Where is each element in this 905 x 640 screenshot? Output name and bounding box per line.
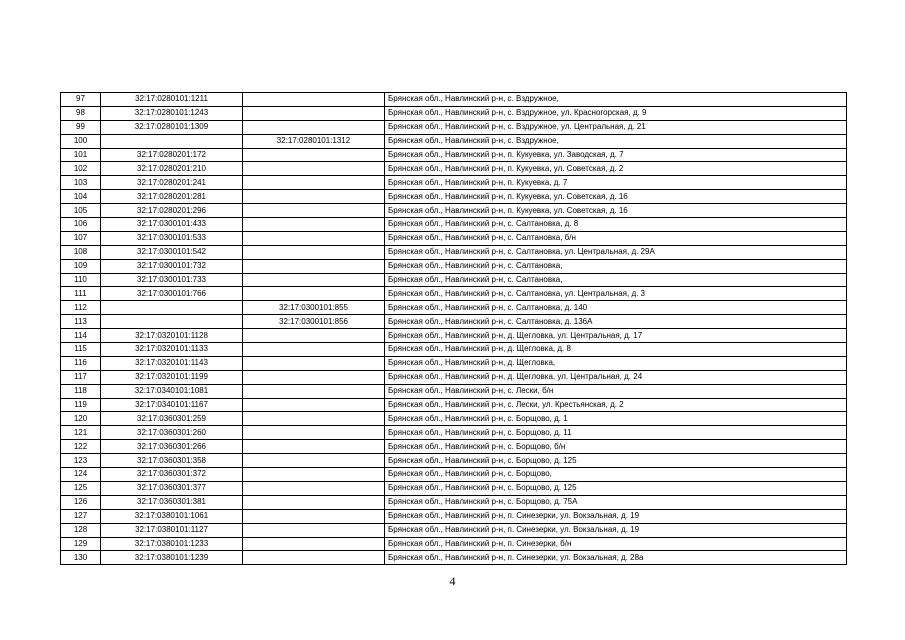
cadastral-number-cell: 32:17:0320101:1143 — [101, 356, 243, 370]
table-row — [61, 523, 847, 537]
table-row — [61, 259, 847, 273]
cadastral-number-alt-cell — [243, 329, 385, 343]
property-table-body — [61, 93, 847, 565]
cadastral-number-alt-cell — [243, 190, 385, 204]
address-cell: Брянская обл., Навлинский р-н, с. Лески, ул. Крестьянская, д. 2 — [385, 398, 847, 412]
cadastral-number-cell: 32:17:0300101:733 — [101, 273, 243, 287]
row-number-cell: 100 — [61, 134, 101, 148]
address-cell: Брянская обл., Навлинский р-н, с. Борщово, — [385, 468, 847, 482]
table-row — [61, 162, 847, 176]
row-number-cell: 99 — [61, 120, 101, 134]
cadastral-number-cell: 32:17:0360301:259 — [101, 412, 243, 426]
row-number-cell: 113 — [61, 315, 101, 329]
cadastral-number-cell: 32:17:0280201:296 — [101, 204, 243, 218]
cadastral-number-alt-cell — [243, 343, 385, 357]
table-row — [61, 537, 847, 551]
cadastral-number-cell: 32:17:0360301:372 — [101, 468, 243, 482]
row-number-cell: 124 — [61, 468, 101, 482]
address-cell: Брянская обл., Навлинский р-н, п. Синезерки, ул. Вокзальная, д. 19 — [385, 523, 847, 537]
address-cell: Брянская обл., Навлинский р-н, с. Вздружное, — [385, 134, 847, 148]
row-number-cell: 122 — [61, 440, 101, 454]
cadastral-number-cell — [101, 315, 243, 329]
address-cell: Брянская обл., Навлинский р-н, с. Салтановка, ул. Центральная, д. 29А — [385, 245, 847, 259]
table-row — [61, 273, 847, 287]
address-cell: Брянская обл., Навлинский р-н, с. Борщово, д. 75А — [385, 495, 847, 509]
row-number-cell: 125 — [61, 481, 101, 495]
table-row — [61, 495, 847, 509]
address-cell: Брянская обл., Навлинский р-н, д. Щегловка, д. 8 — [385, 343, 847, 357]
cadastral-number-alt-cell — [243, 218, 385, 232]
cadastral-number-cell: 32:17:0300101:766 — [101, 287, 243, 301]
cadastral-number-cell: 32:17:0280101:1211 — [101, 93, 243, 107]
table-row — [61, 454, 847, 468]
table-row — [61, 148, 847, 162]
row-number-cell: 120 — [61, 412, 101, 426]
cadastral-number-alt-cell: 32:17:0300101:856 — [243, 315, 385, 329]
cadastral-number-alt-cell — [243, 384, 385, 398]
cadastral-number-alt-cell — [243, 93, 385, 107]
table-row — [61, 356, 847, 370]
cadastral-number-alt-cell — [243, 468, 385, 482]
cadastral-number-alt-cell — [243, 551, 385, 565]
table-row — [61, 384, 847, 398]
cadastral-number-alt-cell — [243, 495, 385, 509]
table-row — [61, 551, 847, 565]
table-row — [61, 343, 847, 357]
table-row — [61, 481, 847, 495]
table-row — [61, 190, 847, 204]
address-cell: Брянская обл., Навлинский р-н, с. Борщово, д. 11 — [385, 426, 847, 440]
cadastral-number-cell: 32:17:0360301:260 — [101, 426, 243, 440]
address-cell: Брянская обл., Навлинский р-н, с. Вздружное, ул. Центральная, д. 21 — [385, 120, 847, 134]
row-number-cell: 104 — [61, 190, 101, 204]
cadastral-number-alt-cell — [243, 148, 385, 162]
row-number-cell: 117 — [61, 370, 101, 384]
table-row — [61, 106, 847, 120]
cadastral-number-cell: 32:17:0320101:1199 — [101, 370, 243, 384]
address-cell: Брянская обл., Навлинский р-н, с. Лески, б/н — [385, 384, 847, 398]
table-row — [61, 176, 847, 190]
cadastral-number-cell: 32:17:0300101:542 — [101, 245, 243, 259]
cadastral-number-alt-cell — [243, 509, 385, 523]
cadastral-number-alt-cell — [243, 412, 385, 426]
row-number-cell: 118 — [61, 384, 101, 398]
cadastral-number-cell: 32:17:0340101:1081 — [101, 384, 243, 398]
row-number-cell: 129 — [61, 537, 101, 551]
table-row — [61, 245, 847, 259]
row-number-cell: 109 — [61, 259, 101, 273]
table-row — [61, 468, 847, 482]
cadastral-number-cell — [101, 301, 243, 315]
table-row — [61, 329, 847, 343]
cadastral-number-cell: 32:17:0300101:533 — [101, 231, 243, 245]
row-number-cell: 105 — [61, 204, 101, 218]
cadastral-number-alt-cell — [243, 106, 385, 120]
cadastral-number-alt-cell — [243, 537, 385, 551]
row-number-cell: 107 — [61, 231, 101, 245]
address-cell: Брянская обл., Навлинский р-н, п. Кукуевка, ул. Советская, д. 2 — [385, 162, 847, 176]
row-number-cell: 102 — [61, 162, 101, 176]
cadastral-number-cell: 32:17:0280201:172 — [101, 148, 243, 162]
row-number-cell: 121 — [61, 426, 101, 440]
cadastral-number-cell: 32:17:0300101:732 — [101, 259, 243, 273]
cadastral-number-cell: 32:17:0380101:1239 — [101, 551, 243, 565]
cadastral-number-cell: 32:17:0280101:1243 — [101, 106, 243, 120]
address-cell: Брянская обл., Навлинский р-н, с. Борщово, д. 1 — [385, 412, 847, 426]
row-number-cell: 108 — [61, 245, 101, 259]
cadastral-number-alt-cell — [243, 162, 385, 176]
page-number: 4 — [449, 574, 456, 588]
cadastral-number-alt-cell — [243, 426, 385, 440]
cadastral-number-alt-cell — [243, 481, 385, 495]
address-cell: Брянская обл., Навлинский р-н, п. Кукуевка, ул. Советская, д. 16 — [385, 190, 847, 204]
cadastral-number-alt-cell — [243, 287, 385, 301]
cadastral-number-cell: 32:17:0320101:1128 — [101, 329, 243, 343]
table-row — [61, 218, 847, 232]
cadastral-number-cell: 32:17:0360301:377 — [101, 481, 243, 495]
cadastral-number-alt-cell — [243, 440, 385, 454]
address-cell: Брянская обл., Навлинский р-н, п. Кукуевка, ул. Заводская, д. 7 — [385, 148, 847, 162]
address-cell: Брянская обл., Навлинский р-н, п. Синезерки, б/н — [385, 537, 847, 551]
address-cell: Брянская обл., Навлинский р-н, с. Салтановка, д. 136А — [385, 315, 847, 329]
table-row — [61, 315, 847, 329]
address-cell: Брянская обл., Навлинский р-н, с. Борщово, д. 125 — [385, 454, 847, 468]
row-number-cell: 115 — [61, 343, 101, 357]
cadastral-number-cell: 32:17:0380101:1233 — [101, 537, 243, 551]
cadastral-number-alt-cell: 32:17:0280101:1312 — [243, 134, 385, 148]
table-row — [61, 509, 847, 523]
table-row — [61, 398, 847, 412]
address-cell: Брянская обл., Навлинский р-н, п. Кукуевка, д. 7 — [385, 176, 847, 190]
cadastral-number-cell: 32:17:0320101:1133 — [101, 343, 243, 357]
row-number-cell: 103 — [61, 176, 101, 190]
cadastral-number-cell: 32:17:0380101:1061 — [101, 509, 243, 523]
row-number-cell: 119 — [61, 398, 101, 412]
cadastral-number-alt-cell — [243, 120, 385, 134]
row-number-cell: 97 — [61, 93, 101, 107]
cadastral-number-cell: 32:17:0280201:210 — [101, 162, 243, 176]
row-number-cell: 98 — [61, 106, 101, 120]
table-row — [61, 370, 847, 384]
row-number-cell: 123 — [61, 454, 101, 468]
cadastral-number-alt-cell — [243, 245, 385, 259]
row-number-cell: 127 — [61, 509, 101, 523]
table-row — [61, 287, 847, 301]
row-number-cell: 114 — [61, 329, 101, 343]
address-cell: Брянская обл., Навлинский р-н, д. Щегловка, ул. Центральная, д. 24 — [385, 370, 847, 384]
table-row — [61, 134, 847, 148]
address-cell: Брянская обл., Навлинский р-н, п. Кукуевка, ул. Советская, д. 16 — [385, 204, 847, 218]
address-cell: Брянская обл., Навлинский р-н, с. Салтановка, ул. Центральная, д. 3 — [385, 287, 847, 301]
row-number-cell: 111 — [61, 287, 101, 301]
row-number-cell: 116 — [61, 356, 101, 370]
row-number-cell: 130 — [61, 551, 101, 565]
row-number-cell: 106 — [61, 218, 101, 232]
address-cell: Брянская обл., Навлинский р-н, с. Борщово, д. 125 — [385, 481, 847, 495]
row-number-cell: 128 — [61, 523, 101, 537]
address-cell: Брянская обл., Навлинский р-н, с. Вздружное, — [385, 93, 847, 107]
table-row — [61, 231, 847, 245]
row-number-cell: 112 — [61, 301, 101, 315]
address-cell: Брянская обл., Навлинский р-н, с. Салтановка, д. 8 — [385, 218, 847, 232]
cadastral-number-alt-cell — [243, 273, 385, 287]
address-cell: Брянская обл., Навлинский р-н, п. Синезерки, ул. Вокзальная, д. 28а — [385, 551, 847, 565]
cadastral-number-cell — [101, 134, 243, 148]
cadastral-number-cell: 32:17:0360301:381 — [101, 495, 243, 509]
cadastral-number-cell: 32:17:0380101:1127 — [101, 523, 243, 537]
cadastral-number-alt-cell — [243, 523, 385, 537]
address-cell: Брянская обл., Навлинский р-н, с. Вздружное, ул. Красногорская, д. 9 — [385, 106, 847, 120]
cadastral-number-alt-cell — [243, 259, 385, 273]
cadastral-number-alt-cell — [243, 176, 385, 190]
cadastral-number-cell: 32:17:0280201:281 — [101, 190, 243, 204]
cadastral-number-cell: 32:17:0340101:1167 — [101, 398, 243, 412]
cadastral-number-alt-cell — [243, 356, 385, 370]
row-number-cell: 101 — [61, 148, 101, 162]
property-table — [60, 92, 847, 565]
cadastral-number-cell: 32:17:0280101:1309 — [101, 120, 243, 134]
table-row — [61, 426, 847, 440]
cadastral-number-cell: 32:17:0300101:433 — [101, 218, 243, 232]
table-row — [61, 440, 847, 454]
table-row — [61, 204, 847, 218]
row-number-cell: 110 — [61, 273, 101, 287]
cadastral-number-cell: 32:17:0360301:266 — [101, 440, 243, 454]
address-cell: Брянская обл., Навлинский р-н, д. Щегловка, ул. Центральная, д. 17 — [385, 329, 847, 343]
table-row — [61, 93, 847, 107]
table-row — [61, 412, 847, 426]
cadastral-number-cell: 32:17:0360301:358 — [101, 454, 243, 468]
address-cell: Брянская обл., Навлинский р-н, с. Салтановка, д. 140 — [385, 301, 847, 315]
address-cell: Брянская обл., Навлинский р-н, с. Салтановка, — [385, 259, 847, 273]
cadastral-number-alt-cell — [243, 398, 385, 412]
cadastral-number-alt-cell — [243, 204, 385, 218]
address-cell: Брянская обл., Навлинский р-н, п. Синезерки, ул. Вокзальная, д. 19 — [385, 509, 847, 523]
row-number-cell: 126 — [61, 495, 101, 509]
cadastral-number-alt-cell: 32:17:0300101:855 — [243, 301, 385, 315]
cadastral-number-alt-cell — [243, 454, 385, 468]
address-cell: Брянская обл., Навлинский р-н, с. Борщово, б/н — [385, 440, 847, 454]
cadastral-number-alt-cell — [243, 370, 385, 384]
address-cell: Брянская обл., Навлинский р-н, д. Щегловка, — [385, 356, 847, 370]
address-cell: Брянская обл., Навлинский р-н, с. Салтановка, — [385, 273, 847, 287]
table-row — [61, 301, 847, 315]
cadastral-number-alt-cell — [243, 231, 385, 245]
address-cell: Брянская обл., Навлинский р-н, с. Салтановка, б/н — [385, 231, 847, 245]
cadastral-number-cell: 32:17:0280201:241 — [101, 176, 243, 190]
table-row — [61, 120, 847, 134]
